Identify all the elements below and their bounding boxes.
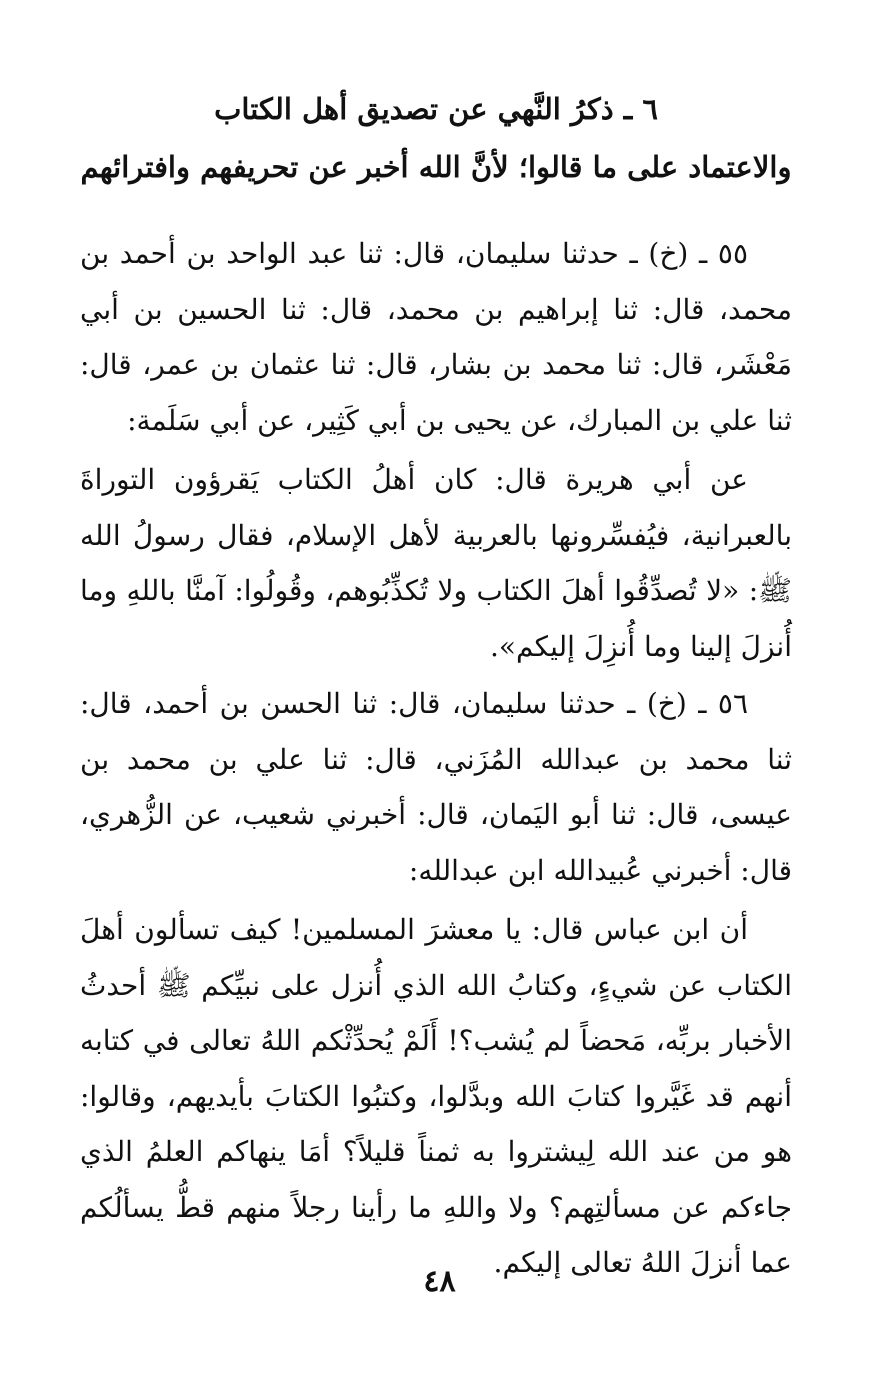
- page-number: ٤٨: [423, 1264, 456, 1299]
- chapter-title-line-2: والاعتماد على ما قالوا؛ لأنَّ الله أخبر عن تحريفهم وافترائهم: [80, 150, 792, 184]
- chapter-title-line-1: ٦ ـ ذكرُ النَّهي عن تصديق أهل الكتاب: [214, 92, 658, 126]
- chapter-heading: [80, 80, 792, 196]
- hadith-56-matn: أن ابن عباس قال: يا معشرَ المسلمين! كيف تسألون أهلَ الكتاب عن شيءٍ، وكتابُ الله الذي أُنزل على نبيِّكم ﷺ أحدثُ الأخبار بربِّه، مَحضاً لم يُشب؟! أَلَمْ يُحدِّثْكم اللهُ تعالى في كتابه أنهم قد غَيَّروا كتابَ الله وبدَّلوا، وكتبُوا الكتابَ بأيديهم، وقالوا: هو من عند الله لِيشتروا به ثمناً قليلاً؟ أمَا ينهاكم العلمُ الذي جاءكم عن مسألتِهم؟ ولا واللهِ ما رأينا رجلاً منهم قطُّ يسألُكم عما أنزلَ اللهُ تعالى إليكم.: [80, 913, 792, 1279]
- hadith-55-isnad: ٥٥ ـ (خ) ـ حدثنا سليمان، قال: ثنا عبد الواحد بن أحمد بن محمد، قال: ثنا إبراهيم بن محمد، قال: ثنا الحسين بن أبي مَعْشَر، قال: ثنا محمد بن بشار، قال: ثنا عثمان بن عمر، قال: ثنا علي بن المبارك، عن يحيى بن أبي كَثِير، عن أبي سَلَمة:: [80, 237, 792, 437]
- hadith-56-isnad: ٥٦ ـ (خ) ـ حدثنا سليمان، قال: ثنا الحسن بن أحمد، قال: ثنا محمد بن عبدالله المُزَني، قال: ثنا علي بن محمد بن عيسى، قال: ثنا أبو اليَمان، قال: أخبرني شعيب، عن الزُّهري، قال: أخبرني عُبيدالله ابن عبدالله:: [80, 687, 792, 887]
- hadith-55-matn: عن أبي هريرة قال: كان أهلُ الكتاب يَقرؤون التوراةَ بالعبرانية، فيُفسِّرونها بالعربية لأهل الإسلام، فقال رسولُ الله ﷺ: «لا تُصدِّقُوا أهلَ الكتاب ولا تُكذِّبُوهم، وقُولُوا: آمنَّا باللهِ وما أُنزلَ إلينا وما أُنزِلَ إليكم».: [80, 463, 792, 663]
- page-body: [80, 80, 792, 1291]
